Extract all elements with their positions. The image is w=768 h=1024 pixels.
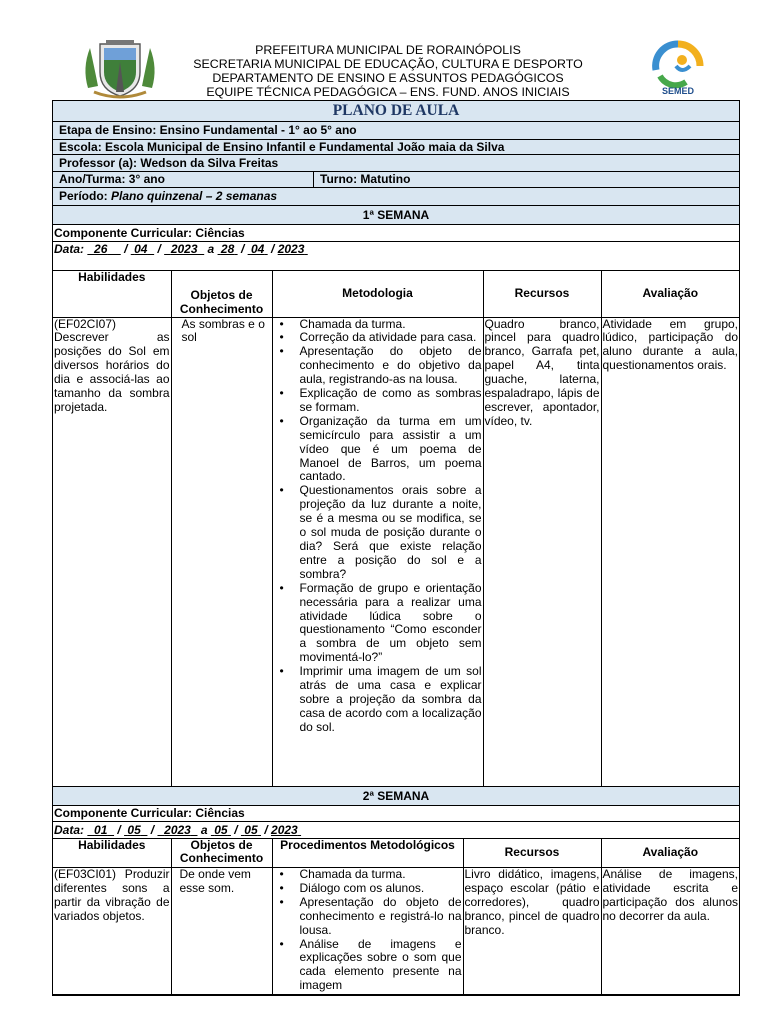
week1-grid (53, 271, 739, 787)
week2-metodologia-list (274, 868, 462, 993)
week2-date: Data: 01 / 05 / 2023 a 05 / 05 / 2023 (53, 822, 739, 839)
periodo-label: Período: (59, 189, 112, 203)
week2-metodologia (272, 868, 463, 995)
week1-date-day2: 28 (220, 242, 235, 256)
professor-row: Professor (a): Wedson da Silva Freitas (53, 155, 739, 172)
week1-content-row (53, 317, 739, 786)
turno-cell: Turno: Matutino (320, 172, 411, 186)
semed-logo (646, 36, 710, 98)
week1-metodologia-item: • Apresentação do objeto de conhecimento e do objetivo da aula, registrando-as na lousa. (300, 345, 482, 387)
periodo-value: Plano quinzenal – 2 semanas (111, 189, 278, 203)
week1-metodologia-item: • Imprimir uma imagem de um sol atrás de uma casa e explicar sobre a projeção da sombra da casa de acordo com a localização do sol. (300, 665, 482, 735)
week1-habilidades: (EF02CI07) Descrever as posições do Sol em diversos horários do dia e associá-las ao tamanho da sombra projetada. (53, 317, 171, 786)
header-line-secretaria: SECRETARIA MUNICIPAL DE EDUCAÇÃO, CULTURA E DESPORTO (193, 57, 583, 71)
week1-date-year1: 2023 (170, 242, 198, 256)
week1-date-separator: a (207, 242, 215, 256)
week2-date-year1: 2023 (164, 822, 191, 837)
week2-header-recursos: Recursos (463, 839, 601, 868)
week2-habilidades: (EF03CI01) Produzir diferentes sons a partir da vibração de variados objetos. (53, 868, 171, 995)
week2-header-procedimentos: Procedimentos Metodológicos (272, 839, 463, 868)
week2-componente: Componente Curricular: Ciências (53, 806, 739, 822)
week1-metodologia (272, 317, 483, 786)
week1-metodologia-item: • Formação de grupo e orientação necessária para a realizar uma atividade lúdica sobre o questionamento “Como esconder a sombra de um objeto sem movimentá-lo?” (300, 582, 482, 665)
week2-metodologia-item: • Análise de imagens e explicações sobre o som que cada elemento presente na imagem (300, 938, 462, 993)
week1-date-year2: 2023 (277, 242, 305, 256)
week2-avaliacao: Análise de imagens, atividade escrita e participação dos alunos no decorrer da aula. (601, 868, 739, 995)
week1-date-month2: 04 (250, 242, 265, 256)
week2-metodologia-item: • Apresentação do objeto de conhecimento e registrá-lo na lousa. (300, 896, 462, 938)
week2-date-separator: a (200, 822, 208, 837)
week2-date-month1: 05 (127, 822, 141, 837)
lesson-plan-table (52, 100, 740, 996)
week2-header-row (53, 839, 739, 868)
week2-header-objetos: Objetos de Conhecimento (171, 839, 272, 868)
week1-metodologia-item: • Questionamentos orais sobre a projeção da luz durante a noite, se é a mesma ou se modifica, se o sol muda de posição durante o dia? Será que existe relação entre a posição do sol e a sombra? (300, 484, 482, 581)
week1-metodologia-item: • Correção da atividade para casa. (300, 331, 482, 345)
week2-grid (53, 839, 739, 996)
week1-date-month1: 04 (134, 242, 148, 256)
week1-header-habilidades: Habilidades (53, 271, 171, 317)
week2-header-avaliacao: Avaliação (601, 839, 739, 868)
week1-header-recursos: Recursos (483, 271, 601, 317)
week1-metodologia-list (274, 318, 482, 735)
header-line-departamento: DEPARTAMENTO DE ENSINO E ASSUNTOS PEDAGÓGICOS (212, 71, 564, 85)
semed-logo-text: SEMED (661, 86, 695, 96)
week1-metodologia-item: • Chamada da turma. (300, 318, 482, 332)
periodo-row (53, 188, 739, 206)
week1-avaliacao: Atividade em grupo, lúdico, participação do aluno durante a aula, questionamentos orais. (601, 317, 739, 786)
week1-date-label: Data: (54, 242, 85, 256)
week2-content-row (53, 868, 739, 995)
week1-metodologia-item: • Explicação de como as sombras se formam. (300, 387, 482, 415)
escola-row: Escola: Escola Municipal de Ensino Infantil e Fundamental João maia da Silva (53, 140, 739, 155)
week1-metodologia-item: • Organização da turma em um semicírculo para assistir a um vídeo que é um poema de Manoel de Barros, um poema cantado. (300, 415, 482, 485)
week2-title: 2ª SEMANA (53, 787, 739, 806)
week2-recursos: Livro didático, imagens, espaço escolar (pátio e corredores), quadro branco, pincel de quadro branco. (463, 868, 601, 995)
week1-header-objetos: Objetos de Conhecimento (171, 271, 272, 317)
plan-title: PLANO DE AULA (53, 101, 739, 122)
municipal-coat-of-arms-logo (80, 38, 160, 100)
header-line-prefeitura: PREFEITURA MUNICIPAL DE RORAINÓPOLIS (255, 43, 521, 57)
week2-metodologia-item: • Chamada da turma. (300, 868, 462, 882)
week1-header-avaliacao: Avaliação (601, 271, 739, 317)
document-header (170, 43, 606, 99)
week2-metodologia-item: • Diálogo com os alunos. (300, 882, 462, 896)
etapa-row: Etapa de Ensino: Ensino Fundamental - 1° ao 5° ano (53, 122, 739, 140)
week2-date-label: Data: (54, 822, 85, 837)
ano-turno-row (53, 172, 739, 188)
week1-recursos: Quadro branco, pincel para quadro branco, Garrafa pet, papel A4, tinta guache, laterna, espaladrapo, lápis de escrever, apontador, vídeo, tv. (483, 317, 601, 786)
week2-header-habilidades: Habilidades (53, 839, 171, 868)
week1-date: Data: 26 / 04 / 2023 a 28 / 04 / 2023 (53, 242, 739, 271)
ano-turma-cell: Ano/Turma: 3° ano (53, 172, 314, 187)
week2-date-year2: 2023 (271, 822, 298, 837)
week1-componente: Componente Curricular: Ciências (53, 225, 739, 242)
week1-objetos: As sombras e o sol (171, 317, 272, 786)
week2-objetos: De onde vem esse som. (171, 868, 272, 995)
week2-date-day1: 01 (94, 822, 108, 837)
week2-date-day2: 05 (214, 822, 228, 837)
week1-header-row (53, 271, 739, 317)
header-line-equipe: EQUIPE TÉCNICA PEDAGÓGICA – ENS. FUND. ANOS INICIAIS (206, 85, 570, 99)
week1-header-metodologia: Metodologia (272, 271, 483, 317)
week1-title: 1ª SEMANA (53, 206, 739, 225)
week2-date-month2: 05 (244, 822, 258, 837)
week1-date-day1: 26 (94, 242, 108, 256)
